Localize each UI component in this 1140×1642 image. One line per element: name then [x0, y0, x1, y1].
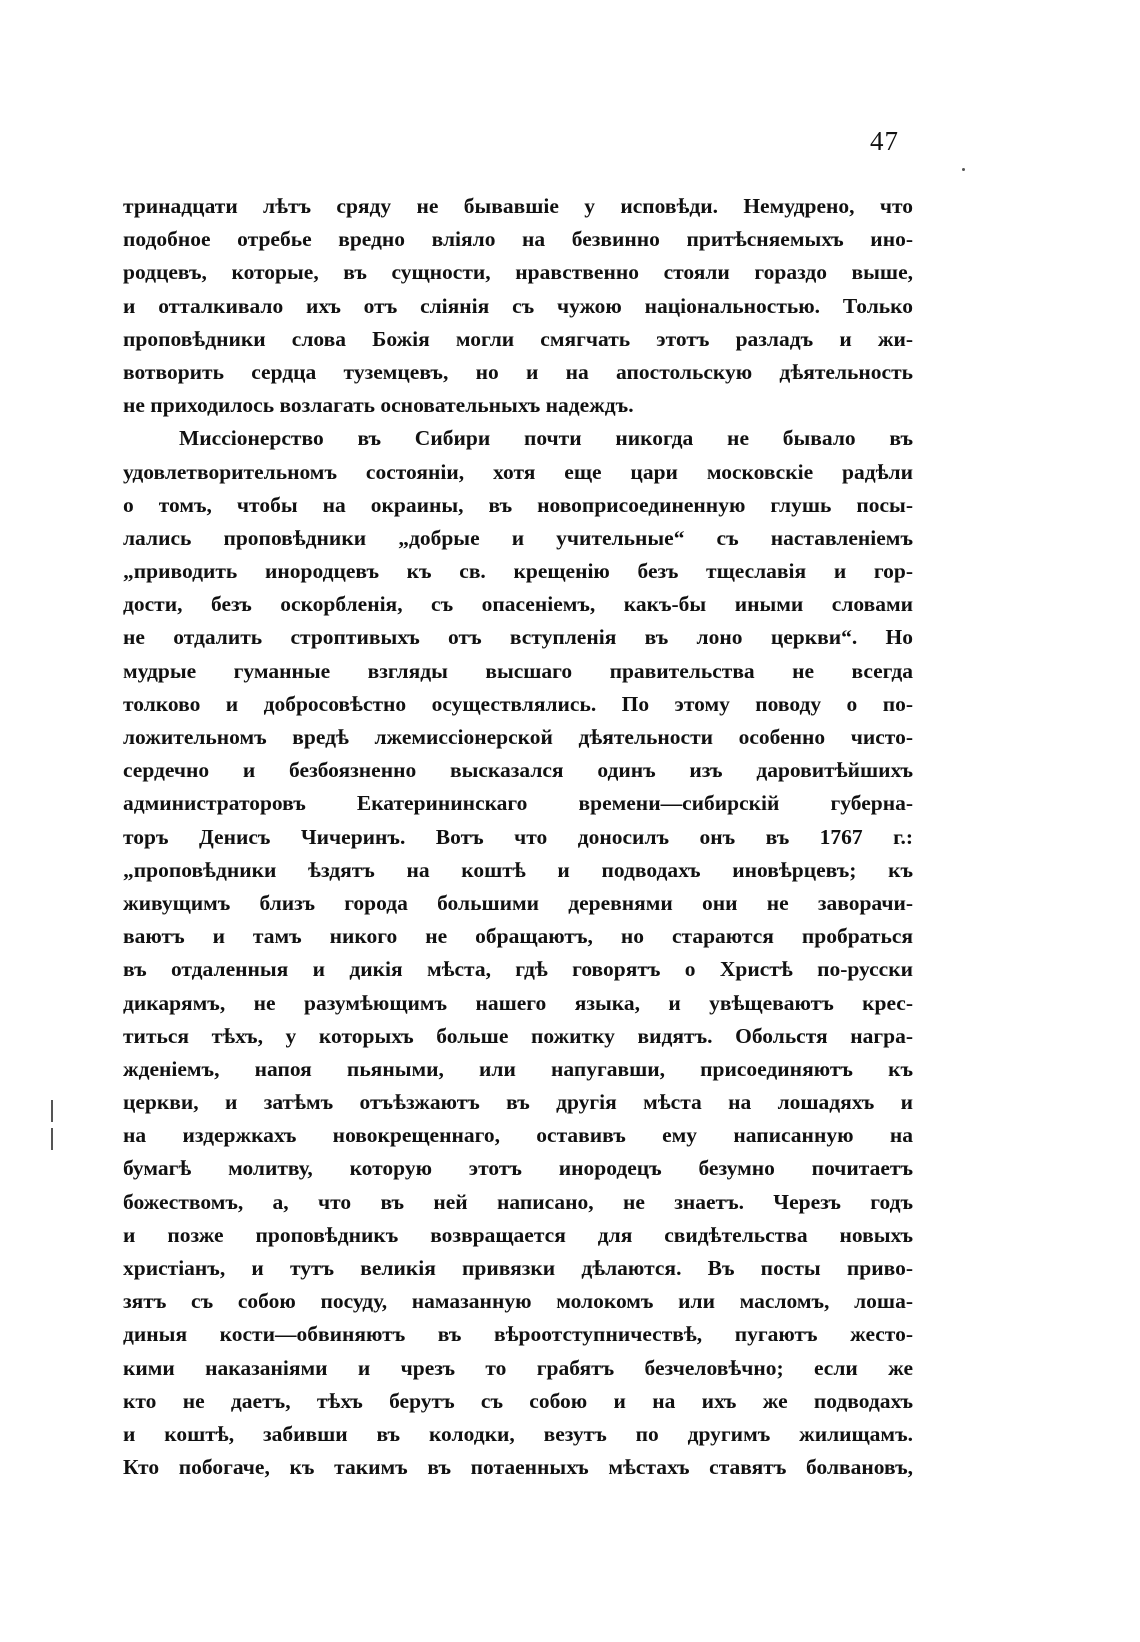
text-line: администраторовъ Екатерининскаго времени—сибирскій губерна-	[123, 791, 913, 816]
text-line: вотворить сердца туземцевъ, но и на апостольскую дѣятельность	[123, 359, 913, 384]
text-line: подобное отребье вредно вліяло на безвинно притѣсняемыхъ ино-	[123, 227, 913, 252]
text-line: о томъ, чтобы на окраины, въ новоприсоединенную глушь посы-	[123, 492, 913, 517]
text-line: кто не даетъ, тѣхъ берутъ съ собою и на ихъ же подводахъ	[123, 1388, 913, 1413]
text-line: и коштѣ, забивши въ колодки, везутъ по другимъ жилищамъ.	[123, 1421, 913, 1446]
text-line: проповѣдники слова Божія могли смягчать этотъ разладъ и жи-	[123, 326, 913, 351]
text-line: толково и добросовѣстно осуществлялись. По этому поводу о по-	[123, 691, 913, 716]
text-line: „приводить инородцевъ къ св. крещенію безъ тщеславія и гор-	[123, 559, 913, 584]
text-line: сердечно и безбоязненно высказался одинъ изъ даровитѣйшихъ	[123, 758, 913, 783]
text-line: бумагѣ молитву, которую этотъ инородецъ безумно почитаетъ	[123, 1156, 913, 1181]
text-line: титься тѣхъ, у которыхъ больше пожитку видятъ. Обольстя награ-	[123, 1023, 913, 1048]
text-line: родцевъ, которые, въ сущности, нравственно стояли гораздо выше,	[123, 260, 913, 285]
text-line: церкви, и затѣмъ отъѣзжаютъ въ другія мѣста на лошадяхъ и	[123, 1090, 913, 1115]
text-line: и позже проповѣдникъ возвращается для свидѣтельства новыхъ	[123, 1222, 913, 1247]
text-line: удовлетворительномъ состояніи, хотя еще цари московскіе радѣли	[123, 459, 913, 484]
text-line: христіанъ, и тутъ великія привязки дѣлаются. Въ посты приво-	[123, 1256, 913, 1280]
margin-mark	[51, 1128, 53, 1150]
text-line: и отталкивало ихъ отъ слiянія съ чужою національностью. Только	[123, 293, 913, 318]
text-line: дикарямъ, не разумѣющимъ нашего языка, и увѣщеваютъ крес-	[123, 990, 913, 1015]
text-line: лались проповѣдники „добрые и учительные“ съ наставленіемъ	[123, 525, 913, 550]
text-line: божествомъ, а, что въ ней написано, не знаетъ. Черезъ годъ	[123, 1189, 913, 1214]
text-line: торъ Денисъ Чичеринъ. Вотъ что доносилъ онъ въ 1767 г.:	[123, 824, 913, 849]
text-line: Кто побогаче, къ такимъ въ потаенныхъ мѣстахъ ставятъ болвановъ,	[123, 1455, 913, 1480]
text-line: на издержкахъ новокрещеннаго, оставивъ ему написанную на	[123, 1123, 913, 1148]
text-line: диныя кости—обвиняютъ въ вѣроотступничествѣ, пугаютъ жесто-	[123, 1322, 913, 1347]
text-line: живущимъ близъ города большими деревнями они не заворачи-	[123, 890, 913, 915]
text-line: мудрые гуманные взгляды высшаго правительства не всегда	[123, 658, 913, 683]
text-line: въ отдаленныя и дикія мѣста, гдѣ говорятъ о Христѣ по-русски	[123, 957, 913, 982]
margin-mark	[51, 1100, 53, 1122]
text-line: не приходилось возлагать основательныхъ надеждъ.	[123, 393, 634, 418]
speck-mark	[962, 168, 965, 171]
text-line: кими наказаніями и чрезъ то грабятъ безчеловѣчно; если же	[123, 1355, 913, 1380]
text-line: дости, безъ оскорбленія, съ опасеніемъ, какъ-бы иными словами	[123, 592, 913, 617]
text-line: тринадцати лѣтъ сряду не бывавшіе у исповѣди. Немудрено, что	[123, 194, 913, 218]
text-line: ваютъ и тамъ никого не обращаютъ, но стараются пробраться	[123, 924, 913, 949]
paragraph-first-line: Миссіонерство въ Сибири почти никогда не бывало въ	[179, 426, 913, 451]
text-line: жденіемъ, напоя пьяными, или напугавши, присоединяютъ къ	[123, 1056, 913, 1081]
text-line: зятъ съ собою посуду, намазанную молокомъ или масломъ, лоша-	[123, 1289, 913, 1314]
text-line: не отдалить строптивыхъ отъ вступленія въ лоно церкви“. Но	[123, 625, 913, 650]
page-number: 47	[870, 126, 899, 156]
body-text	[123, 190, 913, 1484]
text-line: ложительномъ вредѣ лжемиссіонерской дѣятельности особенно чисто-	[123, 725, 913, 749]
text-line: „проповѣдники ѣздятъ на коштѣ и подводахъ иновѣрцевъ; къ	[123, 857, 913, 882]
